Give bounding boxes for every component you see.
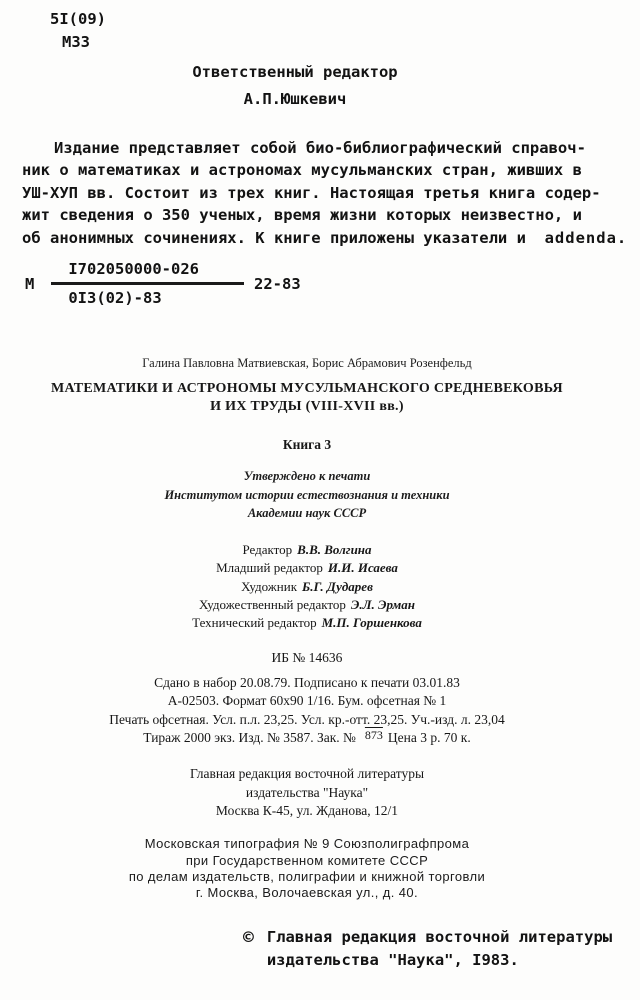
copyright-line: Главная редакция восточной литературы [266, 928, 613, 946]
addenda-word: addenda. [544, 228, 628, 247]
production-data-block [0, 674, 614, 748]
staff-name: В.В. Волгина [297, 541, 372, 557]
staff-role: Технический редактор [192, 615, 317, 631]
publisher-line: издательства "Наука" [245, 784, 369, 800]
copyright-line: издательства "Наука", I983. [266, 951, 519, 969]
print-order-number: 873 [364, 728, 383, 743]
staff-role: Художник [241, 578, 298, 594]
udc-block [50, 8, 106, 54]
production-line-text: Тираж 2000 экз. Изд. № 3587. Зак. № [143, 730, 356, 746]
approval-block [0, 467, 614, 523]
responsible-editor-label: Ответственный редактор [192, 63, 398, 81]
printer-line: по делам издательств, полиграфии и книжной торговли [128, 868, 486, 884]
printer-line: Московская типография № 9 Союзполиграфпрома [144, 836, 470, 852]
printer-line: при Государственном комитете СССР [185, 852, 429, 868]
authors-line: Галина Павловна Матвиевская, Борис Абрамович Розенфельд [142, 356, 472, 370]
staff-name: И.И. Исаева [327, 560, 398, 576]
responsible-editor-name: А.П.Юшкевич [243, 90, 347, 108]
approval-line: Институтом истории естествознания и техники [164, 487, 450, 502]
abstract-line: УШ-ХУП вв. Состоит из трех книг. Настоящая третья книга содер- [22, 183, 601, 202]
production-line [0, 729, 614, 748]
catalog-code: 22-83 [254, 274, 301, 293]
abstract-line-text: об анонимных сочинениях. К книге приложены указатели и [22, 228, 526, 247]
responsible-editor-block [0, 63, 590, 108]
production-line: А-02503. Формат 60х90 1/16. Бум. офсетная № 1 [167, 693, 447, 709]
abstract-paragraph [22, 139, 628, 251]
book-title-line1: МАТЕМАТИКИ И АСТРОНОМЫ МУСУЛЬМАНСКОГО СРЕДНЕВЕКОВЬЯ [51, 381, 563, 396]
staff-role: Художественный редактор [199, 597, 346, 612]
staff-block [0, 541, 614, 633]
book-number: Книга 3 [282, 437, 332, 452]
staff-line [0, 559, 614, 577]
approval-line: Академии наук СССР [247, 506, 367, 521]
catalog-numerator: I702050000-026 [51, 260, 244, 285]
ib-number: ИБ № 14636 [271, 649, 343, 665]
production-line: Сдано в набор 20.08.79. Подписано к печати 03.01.83 [154, 674, 460, 690]
staff-name: Э.Л. Эрман [350, 597, 415, 612]
abstract-line: Издание представляет собой био-библиографический справоч- [54, 139, 586, 157]
copyright-block [243, 926, 612, 972]
staff-role: Редактор [242, 541, 293, 557]
staff-name: М.П. Горшенкова [321, 615, 422, 631]
staff-line [0, 541, 614, 559]
staff-line [0, 596, 614, 614]
publisher-line: Москва К-45, ул. Жданова, 12/1 [215, 803, 399, 819]
staff-line [0, 614, 614, 632]
author-sign: М33 [62, 33, 90, 51]
staff-name: Б.Г. Дударев [302, 578, 373, 594]
approval-line: Утверждено к печати [243, 469, 371, 483]
book-title-line2: И ИХ ТРУДЫ (VIII-XVII вв.) [210, 399, 404, 414]
production-line: Печать офсетная. Усл. п.л. 23,25. Усл. кр.-отт. 23,25. Уч.-изд. л. 23,04 [109, 711, 505, 727]
printing-house-block [0, 836, 614, 901]
staff-line [0, 578, 614, 596]
price-text: Цена 3 р. 70 к. [387, 730, 471, 746]
catalog-index-block [25, 260, 301, 307]
catalog-letter: М [25, 274, 35, 293]
printer-line: г. Москва, Волочаевская ул., д. 40. [195, 885, 419, 901]
typeset-column [0, 356, 614, 901]
abstract-line [22, 229, 628, 251]
copyright-icon: © [243, 927, 254, 948]
catalog-denominator: 0I3(02)-83 [68, 289, 162, 307]
copyright-text [267, 926, 612, 972]
abstract-line: ник о математиках и астрономах мусульманских стран, живших в [22, 161, 582, 180]
udc-code: 5I(09) [50, 10, 106, 28]
staff-role: Младший редактор [216, 560, 323, 576]
catalog-fraction [51, 260, 244, 307]
publisher-block [0, 765, 614, 821]
abstract-line: жит сведения о 350 ученых, время жизни которых неизвестно, и [22, 206, 582, 225]
publisher-line: Главная редакция восточной литературы [189, 765, 425, 781]
